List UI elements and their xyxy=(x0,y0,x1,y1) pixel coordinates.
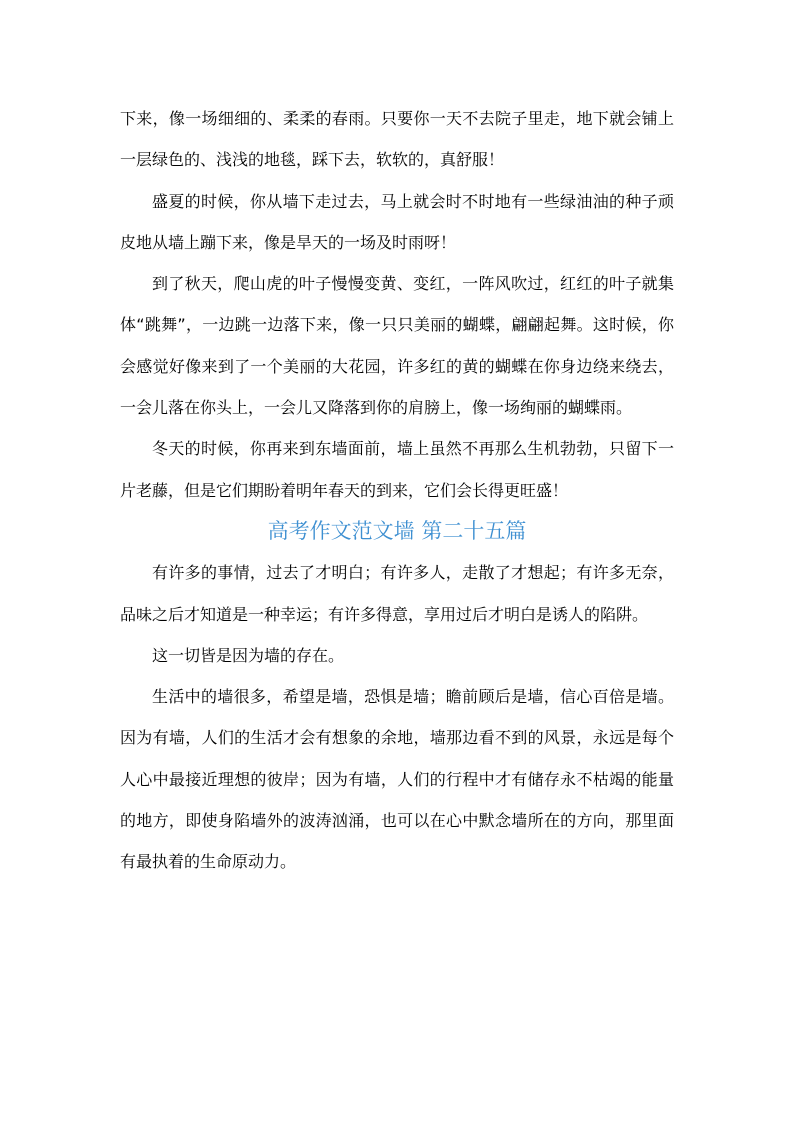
paragraph-winter: 冬天的时候，你再来到东墙面前，墙上虽然不再那么生机勃勃，只留下一片老藤，但是它们期盼着明年春天的到来，它们会长得更旺盛！ xyxy=(120,439,674,500)
paragraph-walls-in-life: 生活中的墙很多，希望是墙，恐惧是墙；瞻前顾后是墙，信心百倍是墙。因为有墙，人们的生活才会有想象的余地，墙那边看不到的风景，永远是每个人心中最接近理想的彼岸；因为有墙，人们的行程中才有储存永不枯竭的能量的地方，即使身陷墙外的波涛汹涌，也可以在心中默念墙所在的方向，那里面有最执着的生命原动力。 xyxy=(120,687,674,872)
paragraph-autumn: 到了秋天，爬山虎的叶子慢慢变黄、变红，一阵风吹过，红红的叶子就集体“跳舞”，一边跳一边落下来，像一只只美丽的蝴蝶，翩翩起舞。这时候，你会感觉好像来到了一个美丽的大花园，许多红的黄的蝴蝶在你身边绕来绕去，一会儿落在你头上，一会儿又降落到你的肩膀上，像一场绚丽的蝴蝶雨。 xyxy=(120,274,674,418)
paragraph-summer: 盛夏的时候，你从墙下走过去，马上就会时不时地有一些绿油油的种子顽皮地从墙上蹦下来，像是旱天的一场及时雨呀！ xyxy=(120,191,674,252)
paragraph-spring-continued: 下来，像一场细细的、柔柔的春雨。只要你一天不去院子里走，地下就会铺上一层绿色的、浅浅的地毯，踩下去，软软的，真舒服！ xyxy=(120,109,674,170)
paragraph-many-things: 有许多的事情，过去了才明白；有许多人，走散了才想起；有许多无奈，品味之后才知道是一种幸运；有许多得意，享用过后才明白是诱人的陷阱。 xyxy=(120,563,674,624)
section-heading: 高考作文范文墙 第二十五篇 xyxy=(267,518,527,543)
document-page xyxy=(120,98,674,883)
paragraph-because-of-wall: 这一切皆是因为墙的存在。 xyxy=(152,645,345,665)
